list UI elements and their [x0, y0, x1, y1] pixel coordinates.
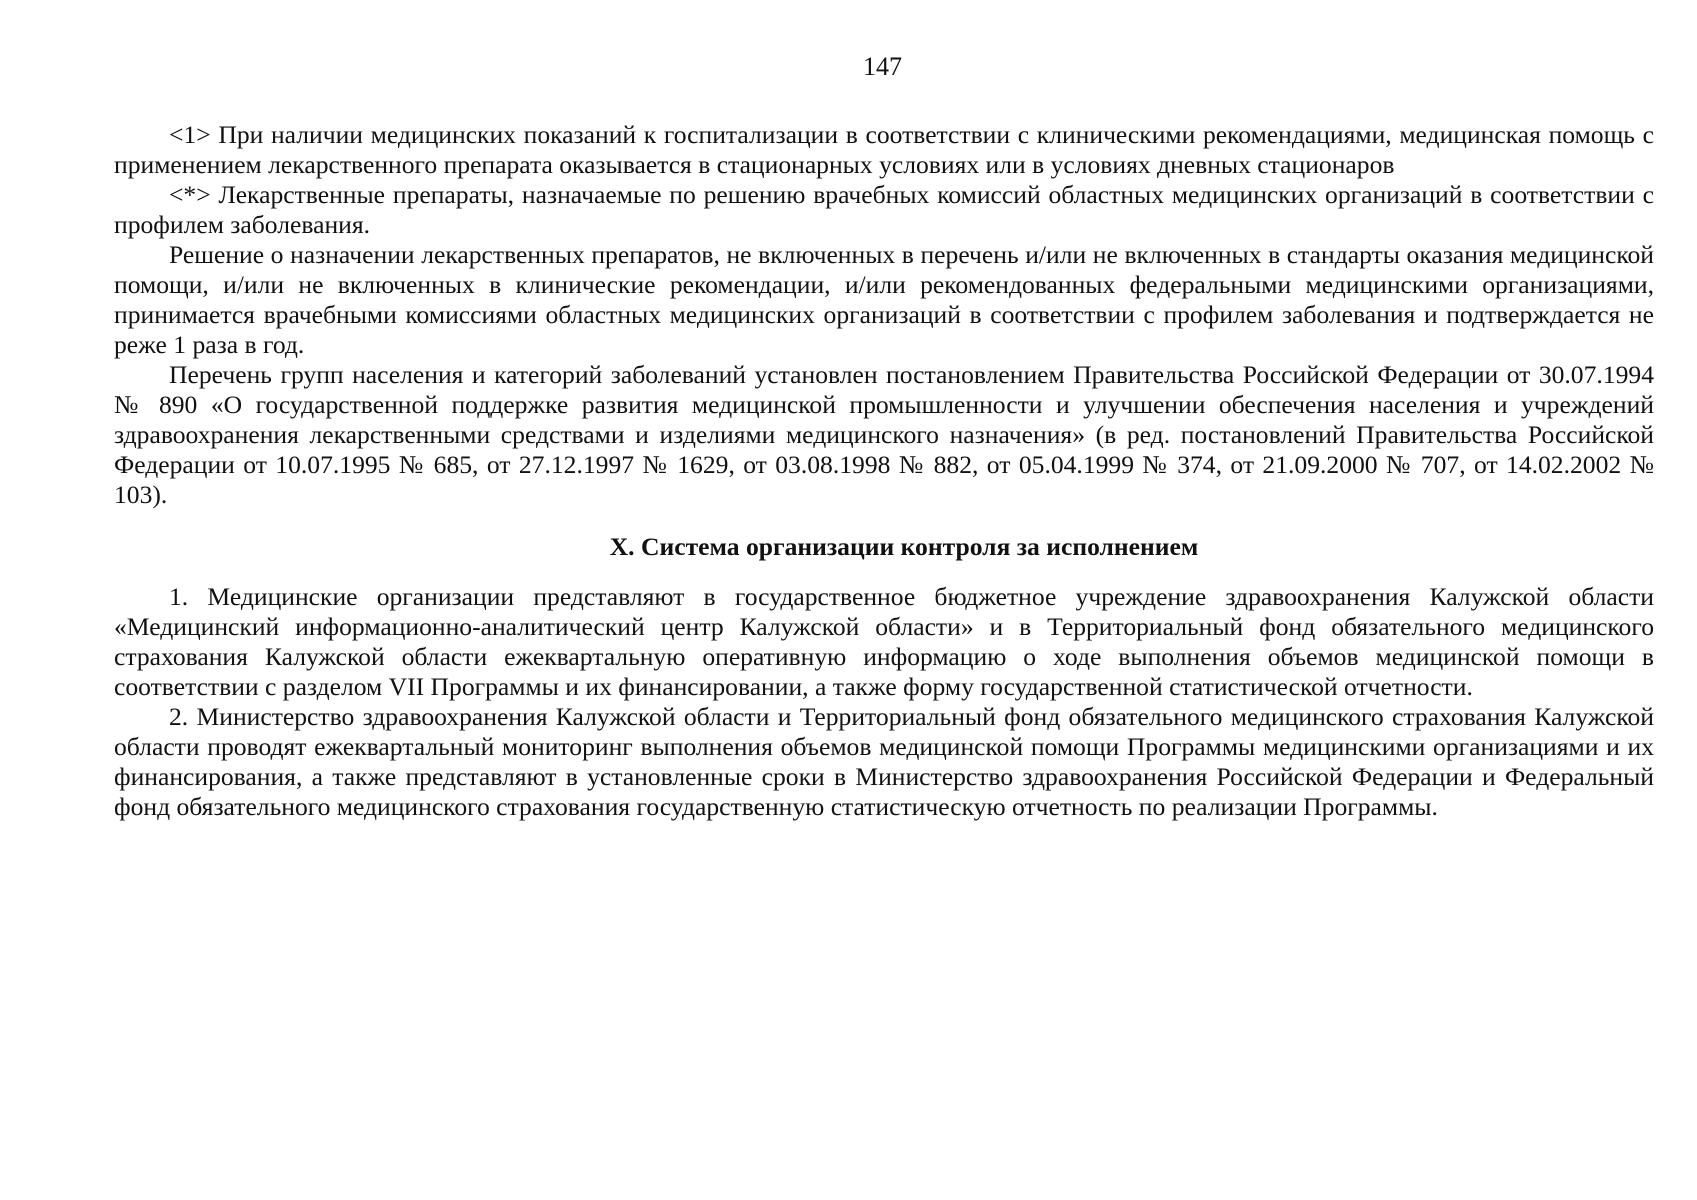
page-number: 147 — [863, 52, 902, 81]
document-body — [114, 120, 1654, 822]
section-item-2: 2. Министерство здравоохранения Калужской области и Территориальный фонд обязательного медицинского страхования Калужской области проводят ежеквартальный мониторинг выполнения объемов медицинской помощи Программы медицинскими организациями и их финансирования, а также представляют в установленные сроки в Министерство здравоохранения Российской Федерации и Федеральный фонд обязательного медицинского страхования государственную статистическую отчетность по реализации Программы. — [114, 702, 1654, 821]
paragraph-drug-decision: Решение о назначении лекарственных препаратов, не включенных в перечень и/или не включенных в стандарты оказания медицинской помощи, и/или не включенных в клинические рекомендации, и/или рекомендованных федеральными медицинскими организациями, принимается врачебными комиссиями областных медицинских организаций в соответствии с профилем заболевания и подтверждается не реже 1 раза в год. — [114, 240, 1654, 359]
footnote-1-hospitalization: <1> При наличии медицинских показаний к госпитализации в соответствии с клиническими рекомендациями, медицинская помощь с применением лекарственного препарата оказывается в стационарных условиях или в условиях дневных стационаров — [114, 120, 1654, 179]
paragraph-population-groups: Перечень групп населения и категорий заболеваний установлен постановлением Правительства Российской Федерации от 30.07.1994 № 890 «О государственной поддержке развития медицинской промышленности и улучшении обеспечения населения и учреждений здравоохранения лекарственными средствами и изделиями медицинского назначения» (в ред. постановлений Правительства Российской Федерации от 10.07.1995 № 685, от 27.12.1997 № 1629, от 03.08.1998 № 882, от 05.04.1999 № 374, от 21.09.2000 № 707, от 14.02.2002 № 103). — [114, 360, 1654, 509]
section-item-1: 1. Медицинские организации представляют в государственное бюджетное учреждение здравоохранения Калужской области «Медицинский информационно-аналитический центр Калужской области» и в Территориальный фонд обязательного медицинского страхования Калужской области ежеквартальную оперативную информацию о ходе выполнения объемов медицинской помощи в соответствии с разделом VII Программы и их финансировании, а также форму государственной статистической отчетности. — [114, 582, 1654, 701]
footnote-asterisk-drugs: <*> Лекарственные препараты, назначаемые по решению врачебных комиссий областных медицинских организаций в соответствии с профилем заболевания. — [114, 180, 1654, 239]
section-heading: X. Система организации контроля за исполнением — [609, 532, 1199, 561]
